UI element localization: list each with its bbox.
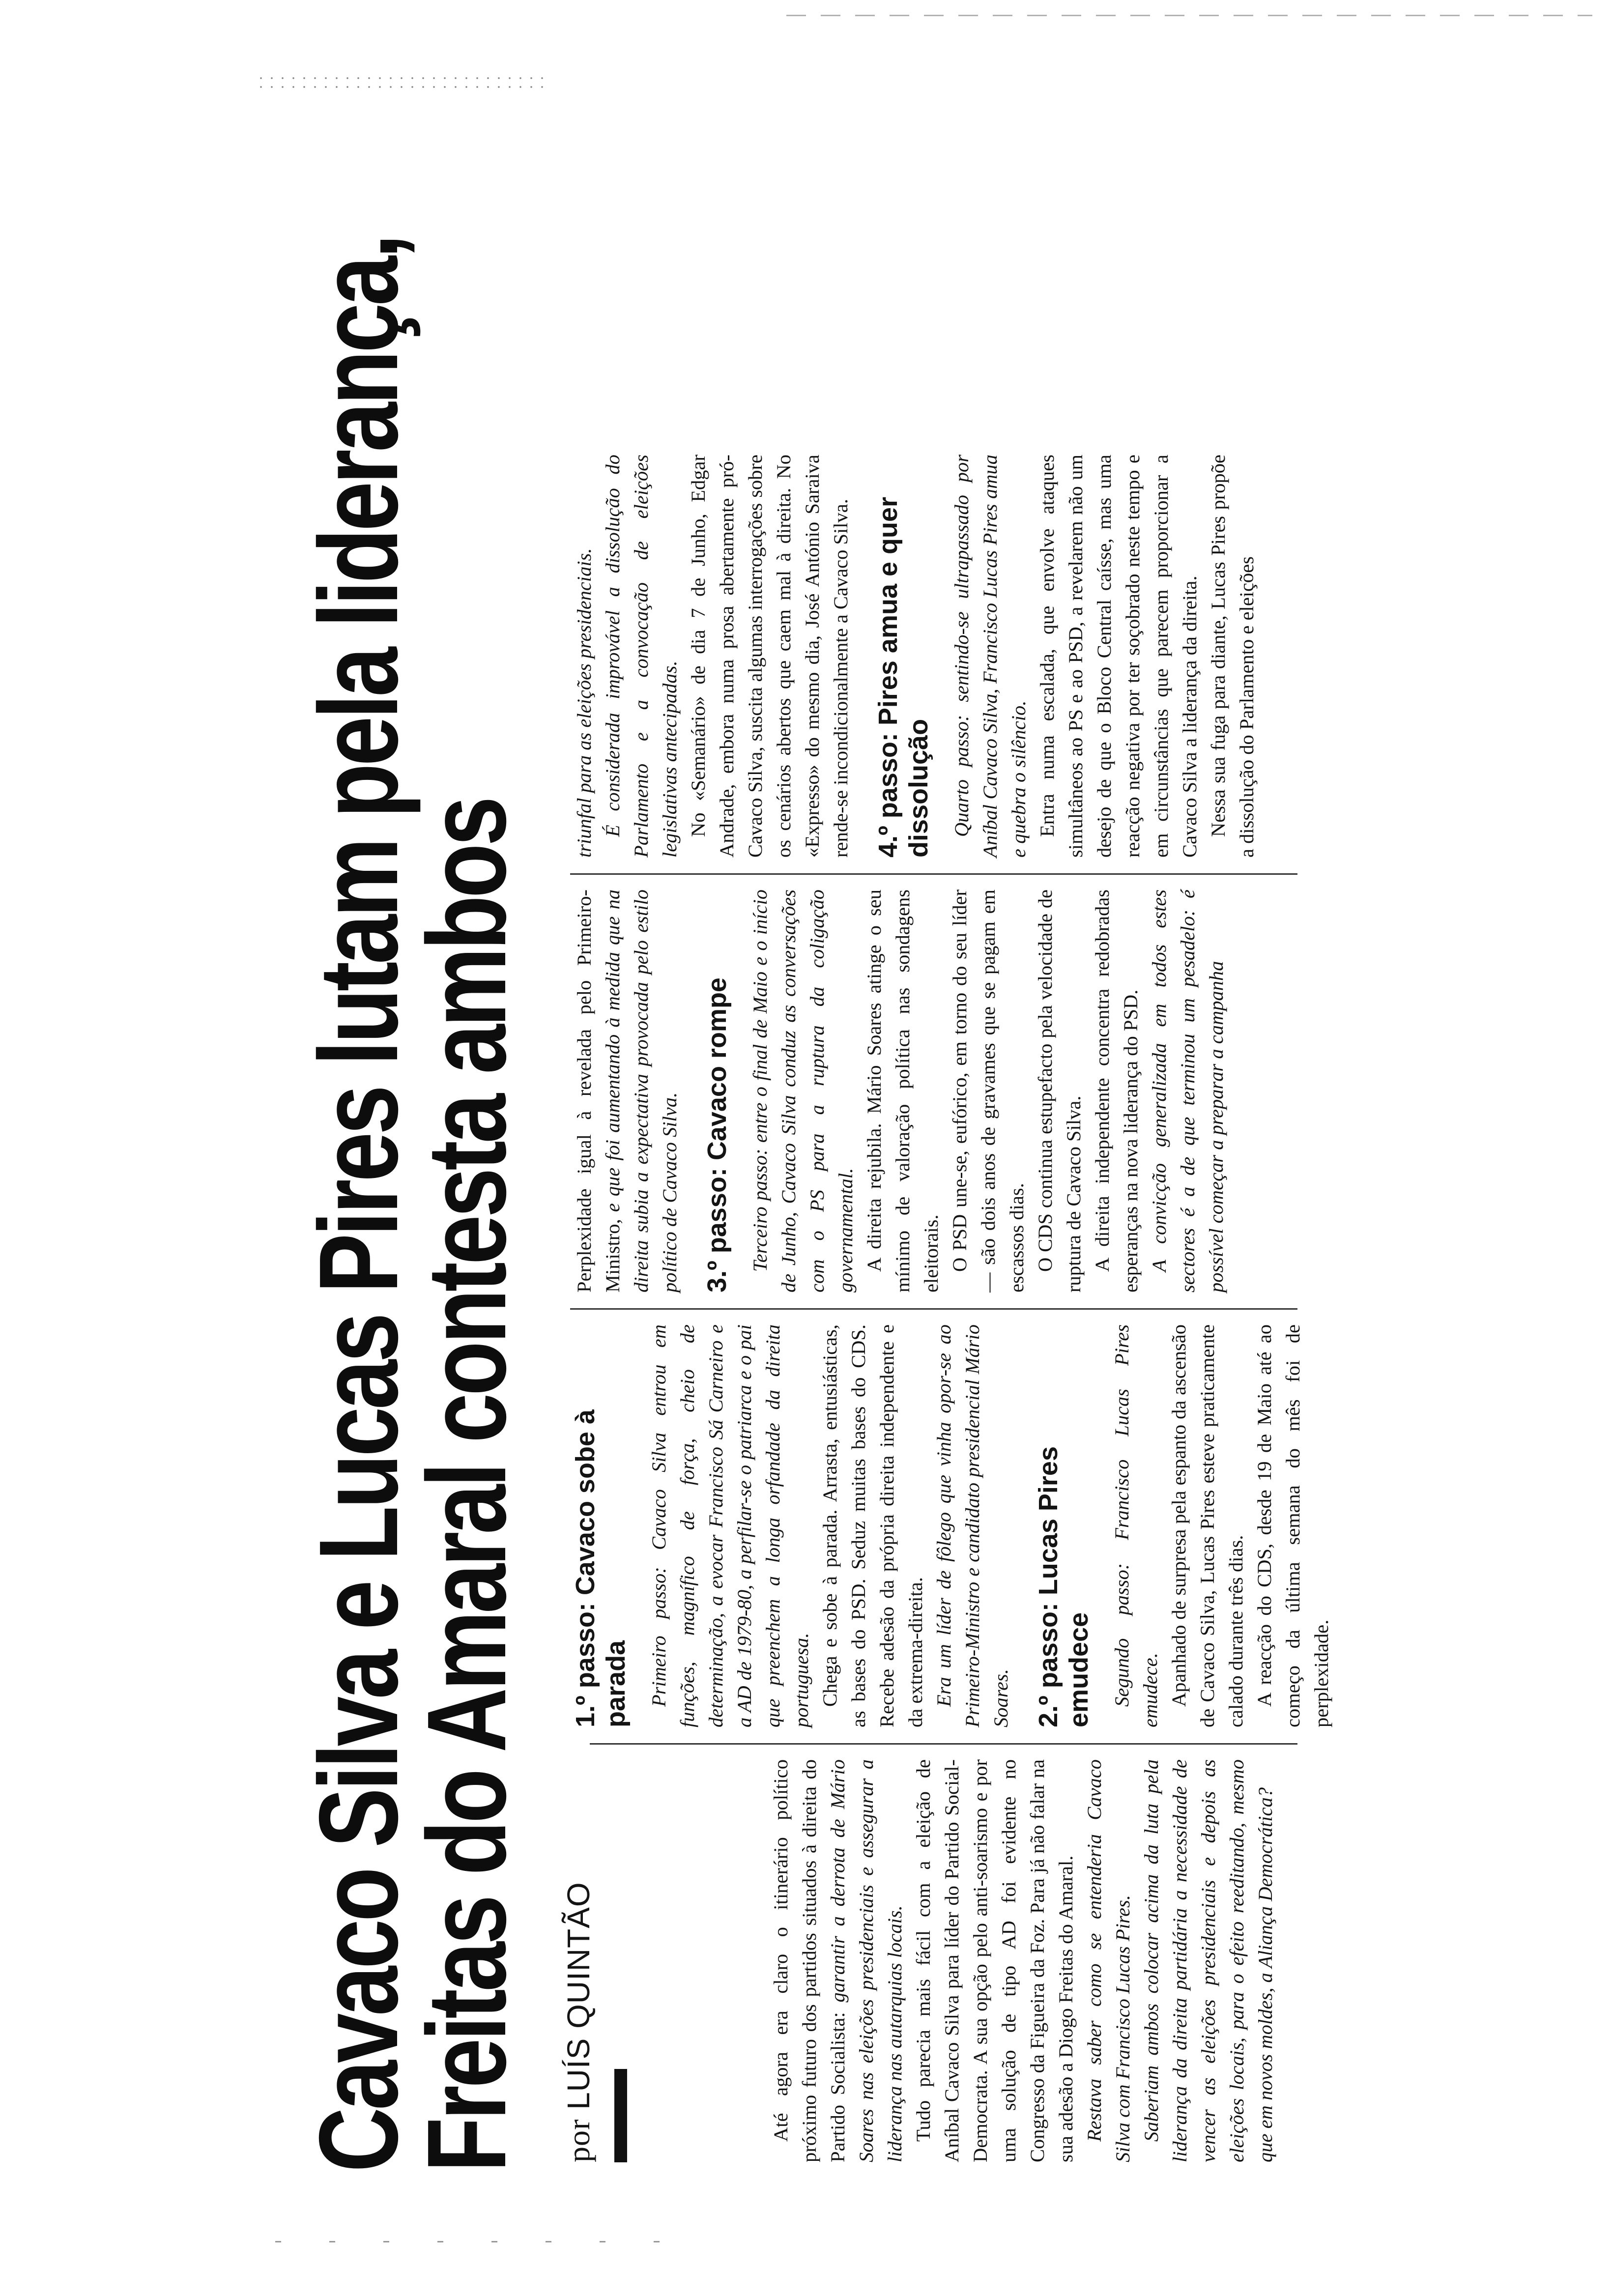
- byline-rule: [614, 2069, 627, 2162]
- column-3-paragraph-1: Perplexidade igual à revelada pelo Primeiro-Ministro, e que foi aumentando à medida que na direita subia a expectativa provocada pelo estilo político de Cavaco Silva.: [573, 890, 681, 1292]
- scan-artifact-bottom: [275, 2241, 668, 2242]
- step-4-paragraph-2: Entra numa escalada, que envolve ataques simultâneos ao PS e ao PSD, a revelarem não um desejo de que o Bloco Central caísse, mas uma reacção negativa por ter soçobrado neste tempo e em circunstâncias que parecem proporcionar a Cavaco Silva a liderança da direita.: [1036, 455, 1201, 858]
- step-2-lead: Segundo passo: Francisco Lucas Pires emudece.: [1111, 1324, 1161, 1727]
- intro-paragraph-1: Até agora era claro o itinerário político próximo futuro dos partidos situados à direita do Partido Socialista: garantir a derrota de Mário Soares nas eleições presidenciais e assegurar a liderança nas autarquias locais.: [770, 1759, 906, 2162]
- article-column-3: [570, 890, 1231, 1292]
- step-3-paragraph-3: O PSD une-se, eufórico, em torno do seu líder — são dois anos de gravames que se pagam em escassos dias.: [949, 890, 1028, 1292]
- column-rule-1: [590, 1743, 1297, 1745]
- step-1-lead: Primeiro passo: Cavaco Silva entrou em funções, magnífico de força, cheio de determinação, a evocar Francisco Sá Carneiro e a AD de 1979-80, a perfilar-se o patriarca e o pai que preenchem a longa orfandade da direita portuguesa.: [648, 1324, 812, 1727]
- scan-artifact-top: [786, 15, 1592, 16]
- step-3-paragraph-5: A direita independente concentra redobradas esperanças na nova liderança do PSD.: [1091, 890, 1142, 1292]
- column-rule-3: [570, 873, 1297, 875]
- article-column-4: [570, 455, 1261, 858]
- article-column-1: [767, 1759, 1280, 2162]
- step-4-paragraph-3: Nessa sua fuga para diante, Lucas Pires propõe a dissolução do Parlamento e eleições: [1207, 455, 1258, 858]
- step-1-heading: 1.º passo: Cavaco sobe à parada: [571, 1409, 631, 1727]
- step-3-paragraph-4: O CDS continua estupefacto pela velocidade de ruptura de Cavaco Silva.: [1034, 890, 1085, 1292]
- step-3-lead: Terceiro passo: entre o final de Maio e o início de Junho, Cavaco Silva conduz as conversações com o PS para a ruptura da coligação governamental.: [749, 890, 857, 1292]
- article-column-2: [570, 1324, 1336, 1727]
- newspaper-clipping: [275, 39, 1332, 2192]
- step-1-paragraph-2: Chega e sobe à parada. Arrasta, entusiásticas, as bases do PSD. Seduz muitas bases do CDS. Recebe adesão da própria direita independente e da extrema-direita.: [819, 1324, 926, 1727]
- headline: [296, 236, 529, 2172]
- step-3-paragraph-2: A direita rejubila. Mário Soares atinge o seu mínimo de valoração política nas sondagens eleitorais.: [863, 890, 942, 1292]
- intro-paragraph-2: Tudo parecia mais fácil com a eleição de Aníbal Cavaco Silva para líder do Partido Social-Democrata. A sua opção pelo anti-soarismo e por uma solução de tipo AD foi evidente no Congresso da Figueira da Foz. Para já não falar na sua adesão a Diogo Freitas do Amaral.: [912, 1759, 1077, 2162]
- byline: [560, 1759, 597, 2162]
- column-4-paragraph-1: triunfal para as eleições presidenciais.: [573, 548, 595, 858]
- step-3-heading: 3.º passo: Cavaco rompe: [702, 977, 732, 1292]
- intro-paragraph-4: Saberiam ambos colocar acima da luta pela liderança da direita partidária a necessidade de vencer as eleições presidenciais e depois as eleições locais, para o efeito reeditando, mesmo que em novos moldes, a Aliança Democrática?: [1140, 1759, 1276, 2162]
- column-4-paragraph-3: No «Semanário» de dia 7 de Junho, Edgar Andrade, embora numa prosa abertamente pró-Cavaco Silva, suscita algumas interrogações sobre os cenários abertos que caem mal à direita. No «Expresso» do mesmo dia, José António Saraiva rende-se incondicionalmente a Cavaco Silva.: [687, 455, 852, 858]
- byline-author: LUÍS QUINTÃO: [561, 1882, 596, 2110]
- intro-paragraph-3: Restava saber como se entenderia Cavaco Silva com Francisco Lucas Pires.: [1083, 1759, 1134, 2162]
- step-2-heading: 2.º passo: Lucas Pires emudece: [1034, 1446, 1094, 1727]
- step-4-heading: 4.º passo: Pires amua e quer dissolução: [873, 496, 933, 858]
- column-rule-2: [570, 1308, 1297, 1310]
- byline-prefix: por: [561, 2119, 596, 2162]
- headline-line-2: Freitas do Amaral contesta ambos: [404, 799, 529, 2172]
- headline-line-1: Cavaco Silva e Lucas Pires lutam pela liderança,: [296, 236, 421, 2172]
- step-2-paragraph-2: Apanhado de surpresa pela espanto da ascensão de Cavaco Silva, Lucas Pires esteve praticamente calado durante três dias.: [1168, 1324, 1247, 1727]
- column-4-paragraph-2: É considerada improvável a dissolução do Parlamento e a convocação de eleições legislativas antecipadas.: [602, 455, 681, 858]
- step-4-lead: Quarto passo: sentindo-se ultrapassado por Aníbal Cavaco Silva, Francisco Lucas Pires amua e quebra o silêncio.: [950, 455, 1030, 858]
- step-3-paragraph-6: A convicção generalizada em todos estes sectores é a de que terminou um pesadelo: é possível começar a preparar a campanha: [1148, 890, 1227, 1292]
- step-2-paragraph-3: A reacção do CDS, desde 19 de Maio até ao começo da última semana do mês foi de perplexidade.: [1253, 1324, 1332, 1727]
- step-1-paragraph-3: Era um líder de fôlego que vinha opor-se ao Primeiro-Ministro e candidato presidencial Mário Soares.: [933, 1324, 1012, 1727]
